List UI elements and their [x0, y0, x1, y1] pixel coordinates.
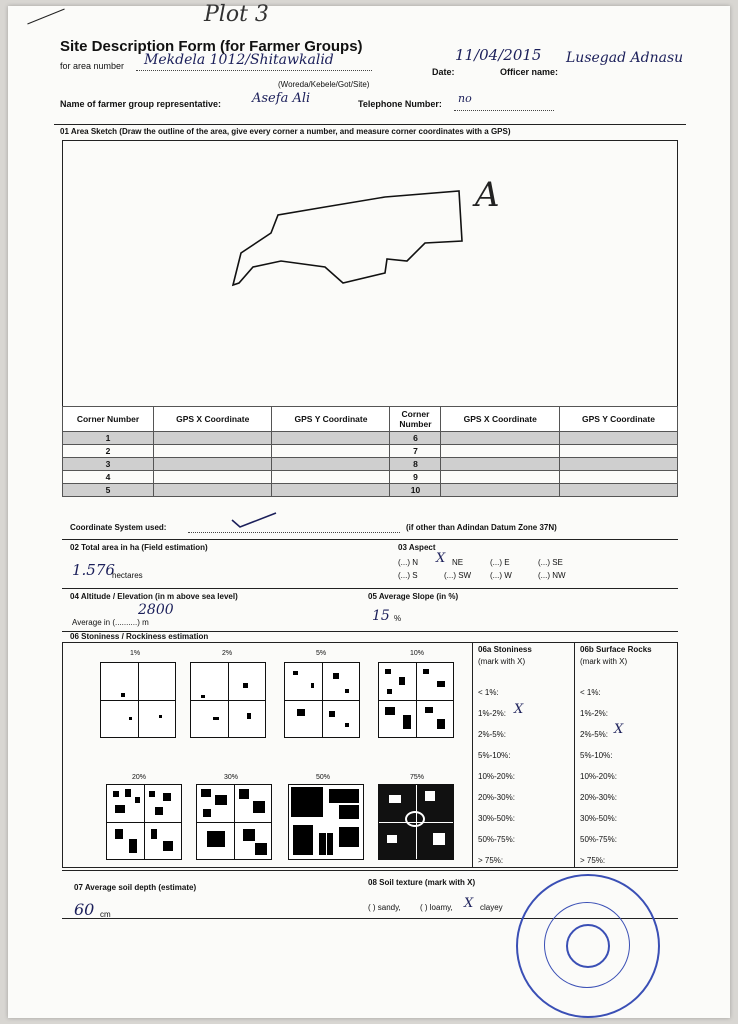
s01-heading: 01 Area Sketch (Draw the outline of the area, give every corner a number, and measure corner coordinates with a GPS) — [60, 127, 511, 136]
texture-mark: X — [464, 896, 474, 911]
corner-num: 3 — [63, 458, 154, 471]
pct-label: 10% — [410, 650, 425, 657]
gps-y-cell[interactable] — [559, 458, 677, 471]
corner-num: 6 — [390, 432, 441, 445]
s04-heading: 04 Altitude / Elevation (in m above sea level) — [70, 592, 238, 601]
coordinate-table — [62, 406, 678, 497]
aspect-e[interactable]: (...) E — [490, 558, 510, 567]
date-label: Date: — [432, 67, 455, 77]
corner-num: 8 — [390, 458, 441, 471]
sketch-area[interactable] — [62, 140, 678, 408]
s06a-sub: (mark with X) — [478, 657, 526, 666]
rep-value[interactable]: Asefa Ali — [252, 91, 311, 106]
altitude-value[interactable]: 2800 — [138, 602, 174, 618]
gps-x-cell[interactable] — [441, 484, 559, 497]
rocks-option[interactable]: > 75%: — [580, 856, 606, 865]
table-row — [63, 432, 678, 445]
rocks-option[interactable]: 50%-75%: — [580, 835, 617, 844]
stoniness-option[interactable]: 10%-20%: — [478, 772, 515, 781]
s02-heading: 02 Total area in ha (Field estimation) — [70, 543, 208, 552]
area-label: for area number — [60, 61, 125, 71]
corner-num: 10 — [390, 484, 441, 497]
aspect-s[interactable]: (...) S — [398, 571, 418, 580]
north-mark: A — [475, 175, 500, 215]
altitude-avg-label: Average in (..........) m — [72, 618, 149, 627]
aspect-w[interactable]: (...) W — [490, 571, 512, 580]
stoniness-mark: X — [514, 702, 524, 717]
th-gps-x-2: GPS X Coordinate — [441, 407, 559, 432]
gps-y-cell[interactable] — [559, 432, 677, 445]
th-gps-y-1: GPS Y Coordinate — [272, 407, 390, 432]
phone-value[interactable]: no — [458, 92, 472, 105]
gps-x-cell[interactable] — [154, 432, 272, 445]
gps-y-cell[interactable] — [272, 484, 390, 497]
slope-value[interactable]: 15 — [372, 608, 390, 624]
gps-x-cell[interactable] — [441, 471, 559, 484]
official-stamp — [516, 874, 660, 1018]
woreda-label: (Woreda/Kebele/Got/Site) — [278, 80, 370, 89]
corner-num: 4 — [63, 471, 154, 484]
rocks-option[interactable]: 30%-50%: — [580, 814, 617, 823]
table-row — [63, 484, 678, 497]
stoniness-option[interactable]: 1%-2%: — [478, 709, 507, 718]
rule — [62, 539, 678, 540]
total-area-value[interactable]: 1.576 — [72, 561, 115, 579]
stone-grid-5pct — [284, 662, 360, 738]
pct-label: 20% — [132, 774, 147, 781]
stone-grid-30pct — [196, 784, 272, 860]
stoniness-option[interactable]: < 1%: — [478, 688, 499, 697]
aspect-nw[interactable]: (...) NW — [538, 571, 566, 580]
stoniness-option[interactable]: 5%-10%: — [478, 751, 511, 760]
corner-num: 9 — [390, 471, 441, 484]
stone-grid-10pct — [378, 662, 454, 738]
stoniness-option[interactable]: 20%-30%: — [478, 793, 515, 802]
rule — [62, 870, 678, 871]
texture-sandy[interactable]: ( ) sandy, — [368, 903, 401, 912]
stamp-emblem — [566, 924, 610, 968]
gps-y-cell[interactable] — [272, 458, 390, 471]
s03-heading: 03 Aspect — [398, 543, 436, 552]
th-corner-1: Corner Number — [63, 407, 154, 432]
gps-x-cell[interactable] — [154, 445, 272, 458]
total-area-unit: hectares — [112, 571, 143, 580]
gps-x-cell[interactable] — [441, 432, 559, 445]
gps-x-cell[interactable] — [441, 445, 559, 458]
texture-clayey[interactable]: clayey — [480, 903, 503, 912]
gps-y-cell[interactable] — [272, 445, 390, 458]
gps-x-cell[interactable] — [154, 458, 272, 471]
table-row — [63, 458, 678, 471]
table-row — [63, 445, 678, 458]
divider — [574, 642, 575, 868]
divider — [472, 642, 473, 868]
s06b-heading: 06b Surface Rocks — [580, 645, 652, 654]
aspect-n[interactable]: (...) N — [398, 558, 418, 567]
stoniness-option[interactable]: 50%-75%: — [478, 835, 515, 844]
officer-value[interactable]: Lusegad Adnasu — [566, 50, 684, 66]
stone-grid-75pct — [378, 784, 454, 860]
rocks-option[interactable]: 2%-5%: — [580, 730, 609, 739]
corner-num: 1 — [63, 432, 154, 445]
s08-heading: 08 Soil texture (mark with X) — [368, 878, 476, 887]
area-underline — [136, 70, 372, 71]
table-header-row — [63, 407, 678, 432]
stoniness-option[interactable]: 2%-5%: — [478, 730, 507, 739]
coord-system-field[interactable] — [188, 532, 400, 533]
phone-label: Telephone Number: — [358, 99, 442, 109]
form-page — [8, 2, 730, 1018]
pct-label: 2% — [222, 650, 233, 657]
coord-system-note: (if other than Adindan Datum Zone 37N) — [406, 523, 557, 532]
corner-num: 7 — [390, 445, 441, 458]
texture-loamy[interactable]: ( ) loamy, — [420, 903, 453, 912]
aspect-ne-mark: X — [436, 551, 446, 566]
table-row — [63, 471, 678, 484]
gps-y-cell[interactable] — [559, 484, 677, 497]
s05-heading: 05 Average Slope (in %) — [368, 592, 459, 601]
date-value[interactable]: 11/04/2015 — [455, 46, 542, 64]
form-title: Site Description Form (for Farmer Groups) — [60, 38, 363, 55]
coord-system-label: Coordinate System used: — [70, 523, 167, 532]
pct-label: 1% — [130, 650, 141, 657]
rocks-option[interactable]: 10%-20%: — [580, 772, 617, 781]
officer-label: Officer name: — [500, 67, 559, 77]
rule — [62, 588, 678, 589]
stone-grid-2pct — [190, 662, 266, 738]
rocks-mark: X — [614, 722, 624, 737]
aspect-sw[interactable]: (...) SW — [444, 571, 472, 580]
phone-underline — [454, 110, 554, 111]
sketch-outline — [233, 191, 462, 285]
slope-unit: % — [394, 614, 402, 623]
th-gps-y-2: GPS Y Coordinate — [559, 407, 677, 432]
pct-label: 50% — [316, 774, 331, 781]
s06b-sub: (mark with X) — [580, 657, 628, 666]
soil-depth-value[interactable]: 60 — [74, 900, 95, 919]
area-value[interactable]: Mekdela 1012/Shitawkalid — [144, 52, 334, 68]
s06a-heading: 06a Stoniness — [478, 645, 532, 654]
rocks-option[interactable]: 1%-2%: — [580, 709, 609, 718]
stone-grid-20pct — [106, 784, 182, 860]
pct-label: 75% — [410, 774, 425, 781]
stone-grid-50pct — [288, 784, 364, 860]
s07-heading: 07 Average soil depth (estimate) — [74, 883, 197, 892]
th-gps-x-1: GPS X Coordinate — [154, 407, 272, 432]
gps-x-cell[interactable] — [154, 484, 272, 497]
rocks-option[interactable]: < 1%: — [580, 688, 601, 697]
gps-y-cell[interactable] — [559, 471, 677, 484]
stoniness-option[interactable]: 30%-50%: — [478, 814, 515, 823]
pct-label: 5% — [316, 650, 327, 657]
rep-label: Name of farmer group representative: — [60, 99, 222, 109]
pct-label: 30% — [224, 774, 239, 781]
gps-x-cell[interactable] — [154, 471, 272, 484]
stoniness-option[interactable]: > 75%: — [478, 856, 504, 865]
plot-label: Plot 3 — [204, 2, 269, 27]
stone-grid-1pct — [100, 662, 176, 738]
corner-num: 2 — [63, 445, 154, 458]
gps-y-cell[interactable] — [559, 445, 677, 458]
th-corner-2: Corner Number — [390, 407, 441, 432]
gps-y-cell[interactable] — [272, 471, 390, 484]
area-sketch-drawing — [63, 141, 679, 409]
check-mark-icon — [230, 510, 280, 530]
aspect-se[interactable]: (...) SE — [538, 558, 563, 567]
rule — [54, 124, 686, 125]
gps-x-cell[interactable] — [441, 458, 559, 471]
soil-depth-unit: cm — [100, 910, 111, 919]
pen-stroke — [27, 9, 64, 25]
rocks-option[interactable]: 5%-10%: — [580, 751, 613, 760]
rocks-option[interactable]: 20%-30%: — [580, 793, 617, 802]
s06-heading: 06 Stoniness / Rockiness estimation — [70, 632, 209, 641]
corner-num: 5 — [63, 484, 154, 497]
aspect-ne[interactable]: NE — [452, 558, 464, 567]
gps-y-cell[interactable] — [272, 432, 390, 445]
